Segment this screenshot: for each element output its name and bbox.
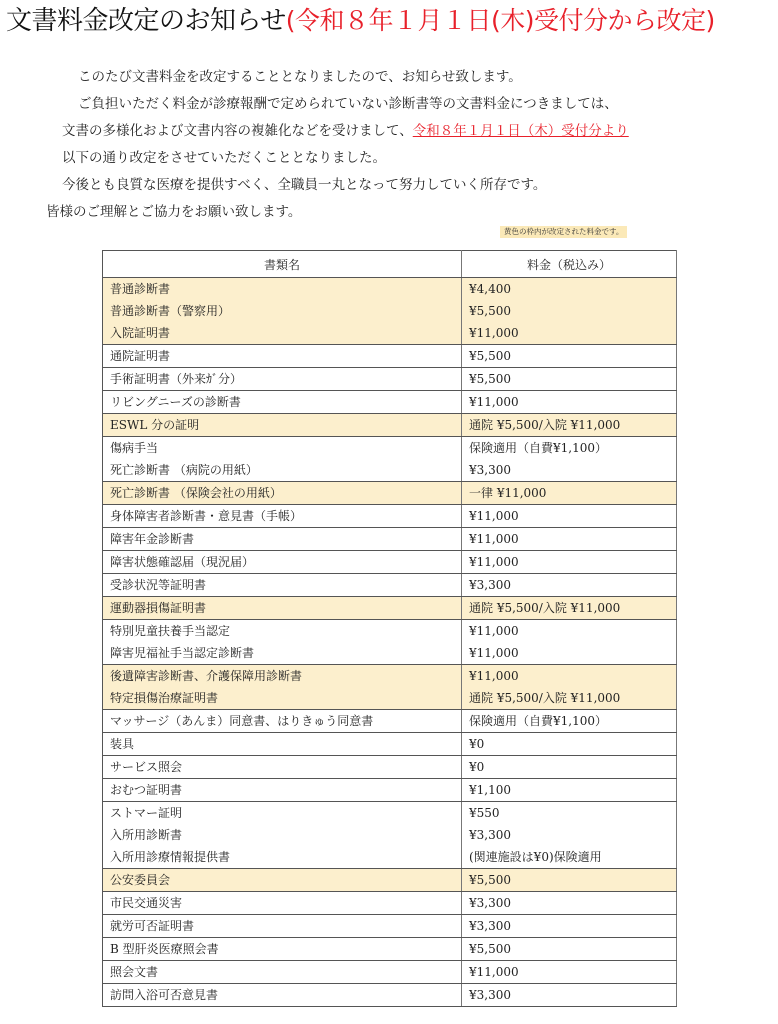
document-name-cell: サービス照会: [103, 756, 462, 779]
fee-cell: ¥3,300: [462, 984, 677, 1007]
fee-table-body: [103, 278, 677, 1007]
fee-cell: 保険適用（自費¥1,100）: [462, 710, 677, 733]
fee-cell: ¥11,000: [462, 505, 677, 528]
fee-cell: ¥3,300: [462, 574, 677, 597]
table-row: [103, 300, 677, 322]
table-row: [103, 961, 677, 984]
legend-note: 黄色の枠内が改定された料金です。: [500, 226, 627, 238]
notice-line: 以下の通り改定をさせていただくこととなりました。: [62, 150, 386, 166]
column-header-fee: 料金（税込み）: [462, 251, 677, 278]
table-row: [103, 620, 677, 643]
document-name-cell: 運動器損傷証明書: [103, 597, 462, 620]
table-row: [103, 574, 677, 597]
document-name-cell: 身体障害者診断書・意見書（手帳）: [103, 505, 462, 528]
document-name-cell: 照会文書: [103, 961, 462, 984]
document-name-cell: 死亡診断書 （保険会社の用紙）: [103, 482, 462, 505]
document-name-cell: 就労可否証明書: [103, 915, 462, 938]
fee-cell: ¥5,500: [462, 300, 677, 322]
fee-cell: ¥4,400: [462, 278, 677, 301]
table-row: [103, 414, 677, 437]
fee-table: [102, 250, 677, 1007]
fee-cell: 保険適用（自費¥1,100）: [462, 437, 677, 460]
table-row: [103, 322, 677, 345]
notice-line: [0, 118, 778, 145]
table-row: [103, 984, 677, 1007]
document-name-cell: マッサージ（あんま）同意書、はりきゅう同意書: [103, 710, 462, 733]
fee-cell: 通院 ¥5,500/入院 ¥11,000: [462, 687, 677, 710]
fee-cell: 通院 ¥5,500/入院 ¥11,000: [462, 597, 677, 620]
document-name-cell: 入所用診断書: [103, 824, 462, 846]
table-row: [103, 733, 677, 756]
document-name-cell: 障害年金診断書: [103, 528, 462, 551]
fee-cell: (関連施設は¥0)保険適用: [462, 846, 677, 869]
document-name-cell: 受診状況等証明書: [103, 574, 462, 597]
document-name-cell: おむつ証明書: [103, 779, 462, 802]
document-name-cell: 障害状態確認届（現況届）: [103, 551, 462, 574]
fee-cell: ¥11,000: [462, 391, 677, 414]
table-row: [103, 642, 677, 665]
document-name-cell: 通院証明書: [103, 345, 462, 368]
fee-cell: 通院 ¥5,500/入院 ¥11,000: [462, 414, 677, 437]
table-row: [103, 756, 677, 779]
fee-cell: ¥11,000: [462, 620, 677, 643]
document-name-cell: ESWL 分の証明: [103, 414, 462, 437]
document-name-cell: 後遺障害診断書、介護保障用診断書: [103, 665, 462, 688]
document-name-cell: 普通診断書: [103, 278, 462, 301]
notice-line-text: 文書の多様化および文書内容の複雑化などを受けまして、: [62, 123, 413, 139]
fee-cell: ¥1,100: [462, 779, 677, 802]
document-name-cell: 入院証明書: [103, 322, 462, 345]
table-row: [103, 915, 677, 938]
document-name-cell: 傷病手当: [103, 437, 462, 460]
fee-cell: ¥5,500: [462, 368, 677, 391]
table-row: [103, 802, 677, 825]
fee-cell: ¥5,500: [462, 345, 677, 368]
table-row: [103, 824, 677, 846]
table-row: [103, 278, 677, 301]
table-row: [103, 869, 677, 892]
document-name-cell: 普通診断書（警察用）: [103, 300, 462, 322]
table-row: [103, 459, 677, 482]
table-row: [103, 779, 677, 802]
fee-cell: ¥0: [462, 756, 677, 779]
fee-cell: ¥11,000: [462, 961, 677, 984]
fee-cell: 一律 ¥11,000: [462, 482, 677, 505]
table-row: [103, 551, 677, 574]
notice-line: ご負担いただく料金が診療報酬で定められていない診断書等の文書料金につきましては、: [78, 96, 618, 112]
document-name-cell: リビングニーズの診断書: [103, 391, 462, 414]
fee-cell: ¥3,300: [462, 459, 677, 482]
table-row: [103, 938, 677, 961]
table-row: [103, 846, 677, 869]
table-row: [103, 665, 677, 688]
fee-cell: ¥5,500: [462, 938, 677, 961]
document-name-cell: 特定損傷治療証明書: [103, 687, 462, 710]
fee-cell: ¥11,000: [462, 642, 677, 665]
fee-cell: ¥5,500: [462, 869, 677, 892]
notice-line: このたび文書料金を改定することとなりましたので、お知らせ致します。: [78, 69, 522, 85]
column-header-document-name: 書類名: [103, 251, 462, 278]
document-name-cell: 手術証明書（外来ｶﾞ分）: [103, 368, 462, 391]
table-row: [103, 892, 677, 915]
table-row: [103, 710, 677, 733]
page-title-main: 文書料金改定のお知らせ: [6, 6, 286, 36]
fee-cell: ¥3,300: [462, 824, 677, 846]
notice-body: [0, 64, 778, 226]
fee-cell: ¥3,300: [462, 892, 677, 915]
table-row: [103, 597, 677, 620]
document-name-cell: 市民交通災害: [103, 892, 462, 915]
document-name-cell: 公安委員会: [103, 869, 462, 892]
effective-date-highlight: 令和８年１月１日（木）受付分より: [412, 123, 629, 139]
table-row: [103, 368, 677, 391]
table-row: [103, 528, 677, 551]
fee-cell: ¥11,000: [462, 528, 677, 551]
table-row: [103, 482, 677, 505]
fee-cell: ¥3,300: [462, 915, 677, 938]
document-name-cell: 特別児童扶養手当認定: [103, 620, 462, 643]
fee-cell: ¥11,000: [462, 551, 677, 574]
table-row: [103, 345, 677, 368]
document-name-cell: 装具: [103, 733, 462, 756]
table-row: [103, 687, 677, 710]
document-name-cell: B 型肝炎医療照会書: [103, 938, 462, 961]
table-row: [103, 437, 677, 460]
table-row: [103, 391, 677, 414]
page-title: [6, 4, 715, 38]
notice-line: 皆様のご理解とご協力をお願い致します。: [46, 204, 302, 220]
fee-cell: ¥550: [462, 802, 677, 825]
fee-cell: ¥11,000: [462, 322, 677, 345]
document-name-cell: ストマー証明: [103, 802, 462, 825]
fee-cell: ¥11,000: [462, 665, 677, 688]
document-name-cell: 訪問入浴可否意見書: [103, 984, 462, 1007]
document-name-cell: 死亡診断書 （病院の用紙）: [103, 459, 462, 482]
notice-line: 今後とも良質な医療を提供すべく、全職員一丸となって努力していく所存です。: [62, 177, 547, 193]
document-name-cell: 入所用診療情報提供書: [103, 846, 462, 869]
document-name-cell: 障害児福祉手当認定診断書: [103, 642, 462, 665]
fee-table-header: [103, 251, 677, 278]
fee-cell: ¥0: [462, 733, 677, 756]
table-row: [103, 505, 677, 528]
page-title-effective-date: (令和８年１月１日(木)受付分から改定): [285, 6, 715, 35]
